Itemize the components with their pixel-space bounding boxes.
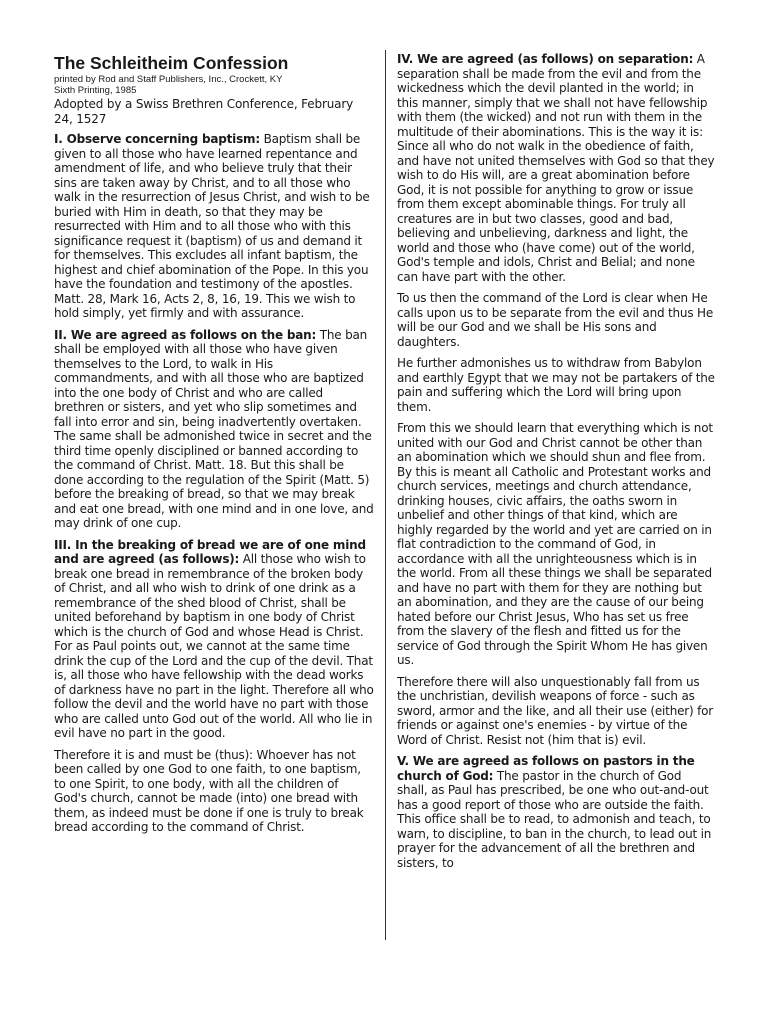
section-text: The ban shall be employed with all those who have given themselves to the Lord, to walk in His commandments, and with all those who are baptized into the one body of Christ and who are called brethren or sisters, and yet who slip sometimes and fall into error and sin, being inadvertently overtaken. The same shall be admonished twice in secret and the third time openly disciplined or banned according to the command of Christ. Matt. 18. But this shall be done according to the regulation of the Spirit (Matt. 5) before the breaking of bread, so that we may break and eat one bread, with one mind and in one love, and may drink of one cup.: [54, 327, 374, 530]
section-text: Baptism shall be given to all those who have learned repentance and amendment of life, and who believe truly that their sins are taken away by Christ, and to all those who walk in the resurrection of Jesus Christ, and wish to be buried with Him in death, so that they may be resurrected with Him and to all those who with this significance request it (baptism) of us and demand it for themselves. This excludes all infant baptism, the highest and chief abomination of the Pope. In this you have the foundation and testimony of the apostles. Matt. 28, Mark 16, Acts 2, 8, 16, 19. This we wish to hold simply, yet firmly and with assurance.: [54, 132, 370, 320]
section-baptism: [54, 132, 374, 321]
section-heading: V. We are agreed as follows on pastors in the church of God:: [397, 754, 695, 783]
section-text: All those who wish to break one bread in remembrance of the broken body of Christ, and all who wish to drink of one drink as a remembrance of the shed blood of Christ, shall be united beforehand by baptism in one body of Christ which is the church of God and whose Head is Christ. For as Paul points out, we cannot at the same time drink the cup of the Lord and the cup of the devil. That is, all those who have fellowship with the dead works of darkness have no part in the light. Therefore all who follow the devil and the world have no part with those who are called unto God out of the world. All who lie in evil have no part in the good.: [54, 552, 374, 740]
section-heading: III. In the breaking of bread we are of one mind and are agreed (as follows):: [54, 537, 366, 566]
section-heading: IV. We are agreed (as follows) on separation:: [397, 52, 694, 66]
paragraph: [397, 421, 715, 668]
paragraph-text: Therefore there will also unquestionably fall from us the unchristian, devilish weapons of force - such as sword, armor and the like, and all their use (either) for friends or against one's enemies - by virtue of the Word of Christ. Resist not (him that is) evil.: [397, 674, 714, 747]
document-title: The Schleitheim Confession: [54, 53, 289, 73]
adopted-line: Adopted by a Swiss Brethren Conference, February 24, 1527: [54, 97, 354, 126]
right-column: [397, 52, 715, 877]
section-ban: [54, 328, 374, 531]
left-column: [54, 52, 374, 842]
section-heading: II. We are agreed as follows on the ban:: [54, 327, 317, 342]
section-pastors: [397, 754, 715, 870]
section-text: A separation shall be made from the evil and from the wickedness which the devil planted in the world; in this manner, simply that we shall not have fellowship with them (the wicked) and not run with them in the multitude of their abominations. This is the way it is: Since all who do not walk in the obedience of faith, and have not united themselves with God so that they wish to do His will, are a great abomination before God, it is not possible for anything to grow or issue from them except abominable things. For truly all creatures are in but two classes, good and bad, believing and unbelieving, darkness and light, the world and those who (have come) out of the world, God's temple and idols, Christ and Belial; and none can have part with the other.: [397, 52, 715, 284]
column-divider: [385, 50, 386, 940]
section-heading: I. Observe concerning baptism:: [54, 132, 260, 146]
paragraph-text: Therefore it is and must be (thus): Whoever has not been called by one God to one faith, to one baptism, to one Spirit, to one body, with all the children of God's church, cannot be made (into) one bread with them, as indeed must be done if one is truly to break bread according to the command of Christ.: [54, 747, 364, 834]
section-separation: [397, 52, 715, 284]
paragraph-text: He further admonishes us to withdraw from Babylon and earthly Egypt that we may not be partakers of the pain and suffering which the Lord will bring upon them.: [397, 356, 715, 414]
paragraph: [54, 748, 374, 835]
printing-line: Sixth Printing, 1985: [54, 85, 137, 96]
paragraph: [397, 675, 715, 748]
paragraph-text: To us then the command of the Lord is clear when He calls upon us to be separate from the evil and thus He will be our God and we shall be His sons and daughters.: [397, 291, 714, 349]
paragraph: [397, 291, 715, 349]
section-text: The pastor in the church of God shall, as Paul has prescribed, be one who out-and-out has a good report of those who are outside the faith. This office shall be to read, to admonish and teach, to warn, to discipline, to ban in the church, to lead out in prayer for the advancement of all the brethren and sisters, to: [397, 768, 712, 870]
section-breaking-of-bread: [54, 538, 374, 741]
publisher-line: printed by Rod and Staff Publishers, Inc., Crockett, KY: [54, 74, 283, 85]
paragraph-text: From this we should learn that everything which is not united with our God and Christ cannot be other than an abomination which we should shun and flee from. By this is meant all Catholic and Protestant works and church services, meetings and church attendance, drinking houses, civic affairs, the oaths sworn in unbelief and other things of that kind, which are highly regarded by the world and yet are carried on in flat contradiction to the command of God, in accordance with all the unrighteousness which is in the world. From all these things we shall be separated and have no part with them for they are nothing but an abomination, and they are the cause of our being hated before our Christ Jesus, Who has set us free from the slavery of the flesh and fitted us for the service of God through the Spirit Whom He has given us.: [397, 421, 713, 667]
paragraph: [397, 356, 715, 414]
